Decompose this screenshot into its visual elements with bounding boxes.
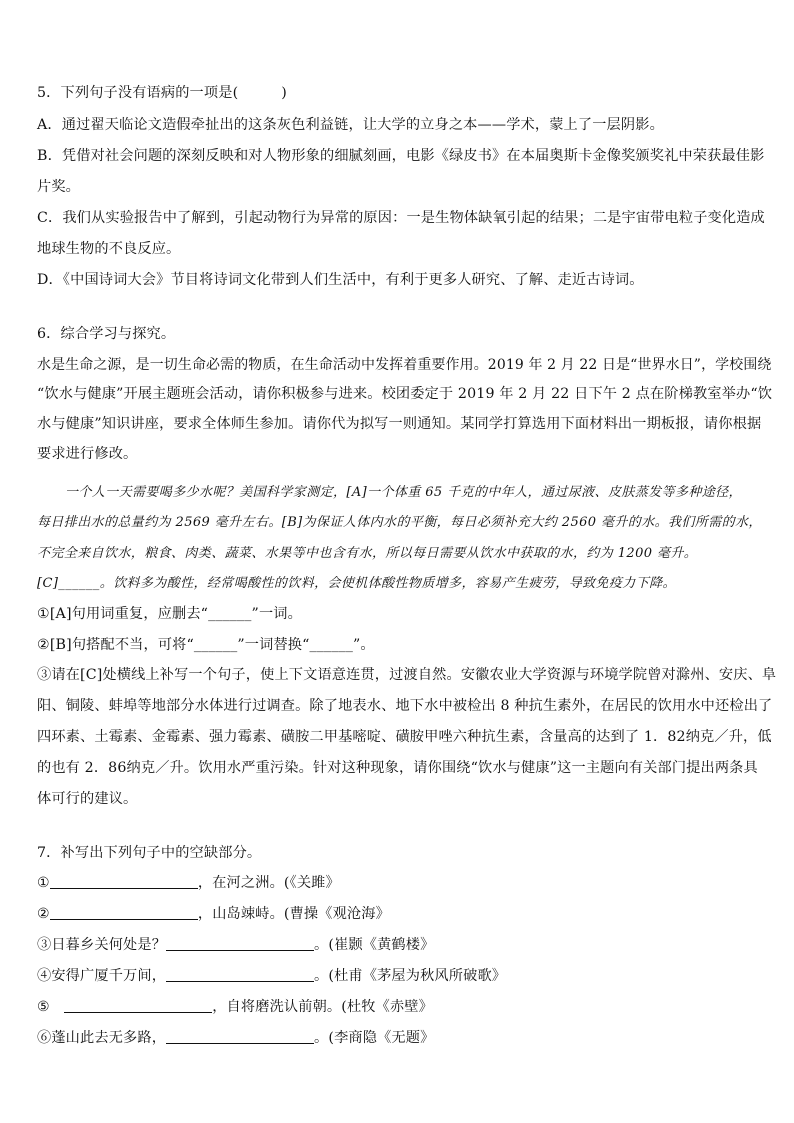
q7-item-4 xyxy=(37,965,506,985)
q5-option-c-line2: 地球生物的不良反应。 xyxy=(37,241,181,257)
q7-item-6-prefix: ⑥蓬山此去无多路， xyxy=(37,1030,167,1046)
q5-option-b-line1: B．凭借对社会问题的深刻反映和对人物形象的细腻刻画，电影《绿皮书》在本届奥斯卡金像奖颁奖礼中荣获最佳影 xyxy=(37,148,765,164)
q6-subquestion-3-line4: 的也有 2．86纳克／升。饮用水严重污染。针对这种现象，请你围绕“饮水与健康”这一主题向有关部门提出两条具 xyxy=(37,760,758,776)
q7-stem: 7．补写出下列句子中的空缺部分。 xyxy=(37,845,262,861)
q5-option-c-line1: C．我们从实验报告中了解到，引起动物行为异常的原因：一是生物体缺氧引起的结果；二是宇宙带电粒子变化造成 xyxy=(37,210,765,226)
q5-option-b-line2: 片奖。 xyxy=(37,179,81,195)
q7-item-4-prefix: ④安得广厦千万间， xyxy=(37,968,167,984)
q6-paragraph-line1: 水是生命之源，是一切生命必需的物质，在生命活动中发挥着重要作用。2019 年 2 月 22 日是“世界水日”，学校围绕 xyxy=(37,357,772,373)
q7-item-1-blank[interactable] xyxy=(50,874,198,889)
q7-item-6 xyxy=(37,1027,434,1047)
q6-subquestion-2: ②[B]句搭配不当，可将“______”一词替换“______”。 xyxy=(37,637,375,653)
q6-material-line3: 不完全来自饮水，粮食、肉类、蔬菜、水果等中也含有水，所以每日需要从饮水中获取的水，约为 1200 毫升。 xyxy=(37,546,698,561)
q5-option-a: A．通过翟天临论文造假牵扯出的这条灰色利益链，让大学的立身之本——学术，蒙上了一层阴影。 xyxy=(37,117,664,133)
q7-item-1-prefix: ① xyxy=(37,875,50,891)
q6-material-line2: 每日排出水的总量约为 2569 毫升左右。[B]为保证人体内水的平衡，每日必须补充大约 2560 毫升的水。我们所需的水， xyxy=(37,515,762,530)
q7-item-5-suffix: ，自将磨洗认前朝。(杜牧《赤壁》 xyxy=(212,999,433,1015)
q7-item-2 xyxy=(37,903,390,923)
q6-subquestion-3-line3: 四环素、土霉素、金霉素、强力霉素、磺胺二甲基嘧啶、磺胺甲唑六种抗生素，含量高的达到了 1．82纳克／升，低 xyxy=(37,729,772,745)
q7-item-3-suffix: 。(崔颢《黄鹤楼》 xyxy=(314,937,435,953)
q6-paragraph-line2: “饮水与健康”开展主题班会活动，请你积极参与进来。校团委定于 2019 年 2 月 22 日下午 2 点在阶梯教室举办“饮 xyxy=(37,386,773,402)
q7-item-2-blank[interactable] xyxy=(50,905,198,920)
q7-item-3 xyxy=(37,934,434,954)
q7-item-6-suffix: 。(李商隐《无题》 xyxy=(314,1030,435,1046)
q7-item-4-suffix: 。(杜甫《茅屋为秋风所破歌》 xyxy=(314,968,507,984)
q6-material-line1: 一个人一天需要喝多少水呢？美国科学家测定，[A]一个体重 65 千克的中年人，通过尿液、皮肤蒸发等多种途径， xyxy=(65,485,742,500)
q7-item-3-blank[interactable] xyxy=(166,936,314,951)
q7-item-1-suffix: ，在河之洲。(《关雎》 xyxy=(197,875,340,891)
q5-option-d: D．《中国诗词大会》节目将诗词文化带到人们生活中，有利于更多人研究、了解、走近古诗词。 xyxy=(37,272,644,288)
q6-stem: 6．综合学习与探究。 xyxy=(37,326,176,342)
q7-item-5-blank[interactable] xyxy=(64,998,212,1013)
q6-subquestion-3-line1: ③请在[C]处横线上补写一个句子，使上下文语意连贯，过渡自然。安徽农业大学资源与环境学院曾对滁州、安庆、阜 xyxy=(37,667,777,683)
q7-item-3-prefix: ③日暮乡关何处是？ xyxy=(37,937,167,953)
q7-item-6-blank[interactable] xyxy=(166,1029,314,1044)
q6-paragraph-line3: 水与健康”知识讲座，要求全体师生参加。请你代为拟写一则通知。某同学打算选用下面材料出一期板报，请你根据 xyxy=(37,416,762,432)
q6-paragraph-line4: 要求进行修改。 xyxy=(37,446,138,462)
q6-subquestion-3-line2: 阳、铜陵、蚌埠等地部分水体进行过调查。除了地表水、地下水中被检出 8 种抗生素外，在居民的饮用水中还检出了 xyxy=(37,698,773,714)
q6-subquestion-3-line5: 体可行的建议。 xyxy=(37,791,138,807)
q7-item-2-prefix: ② xyxy=(37,906,50,922)
q7-item-1 xyxy=(37,872,340,892)
q7-item-5 xyxy=(37,996,433,1016)
q6-subquestion-1: ①[A]句用词重复，应删去“______”一词。 xyxy=(37,606,302,622)
q7-item-4-blank[interactable] xyxy=(166,967,314,982)
q7-item-2-suffix: ，山岛竦峙。(曹操《观沧海》 xyxy=(197,906,390,922)
q7-item-5-prefix: ⑤ xyxy=(37,999,65,1015)
q6-material-line4: [C]______。饮料多为酸性，经常喝酸性的饮料，会使机体酸性物质增多，容易产生疲劳，导致免疫力下降。 xyxy=(37,576,676,591)
q5-stem: 5．下列句子没有语病的一项是( ) xyxy=(37,85,287,101)
